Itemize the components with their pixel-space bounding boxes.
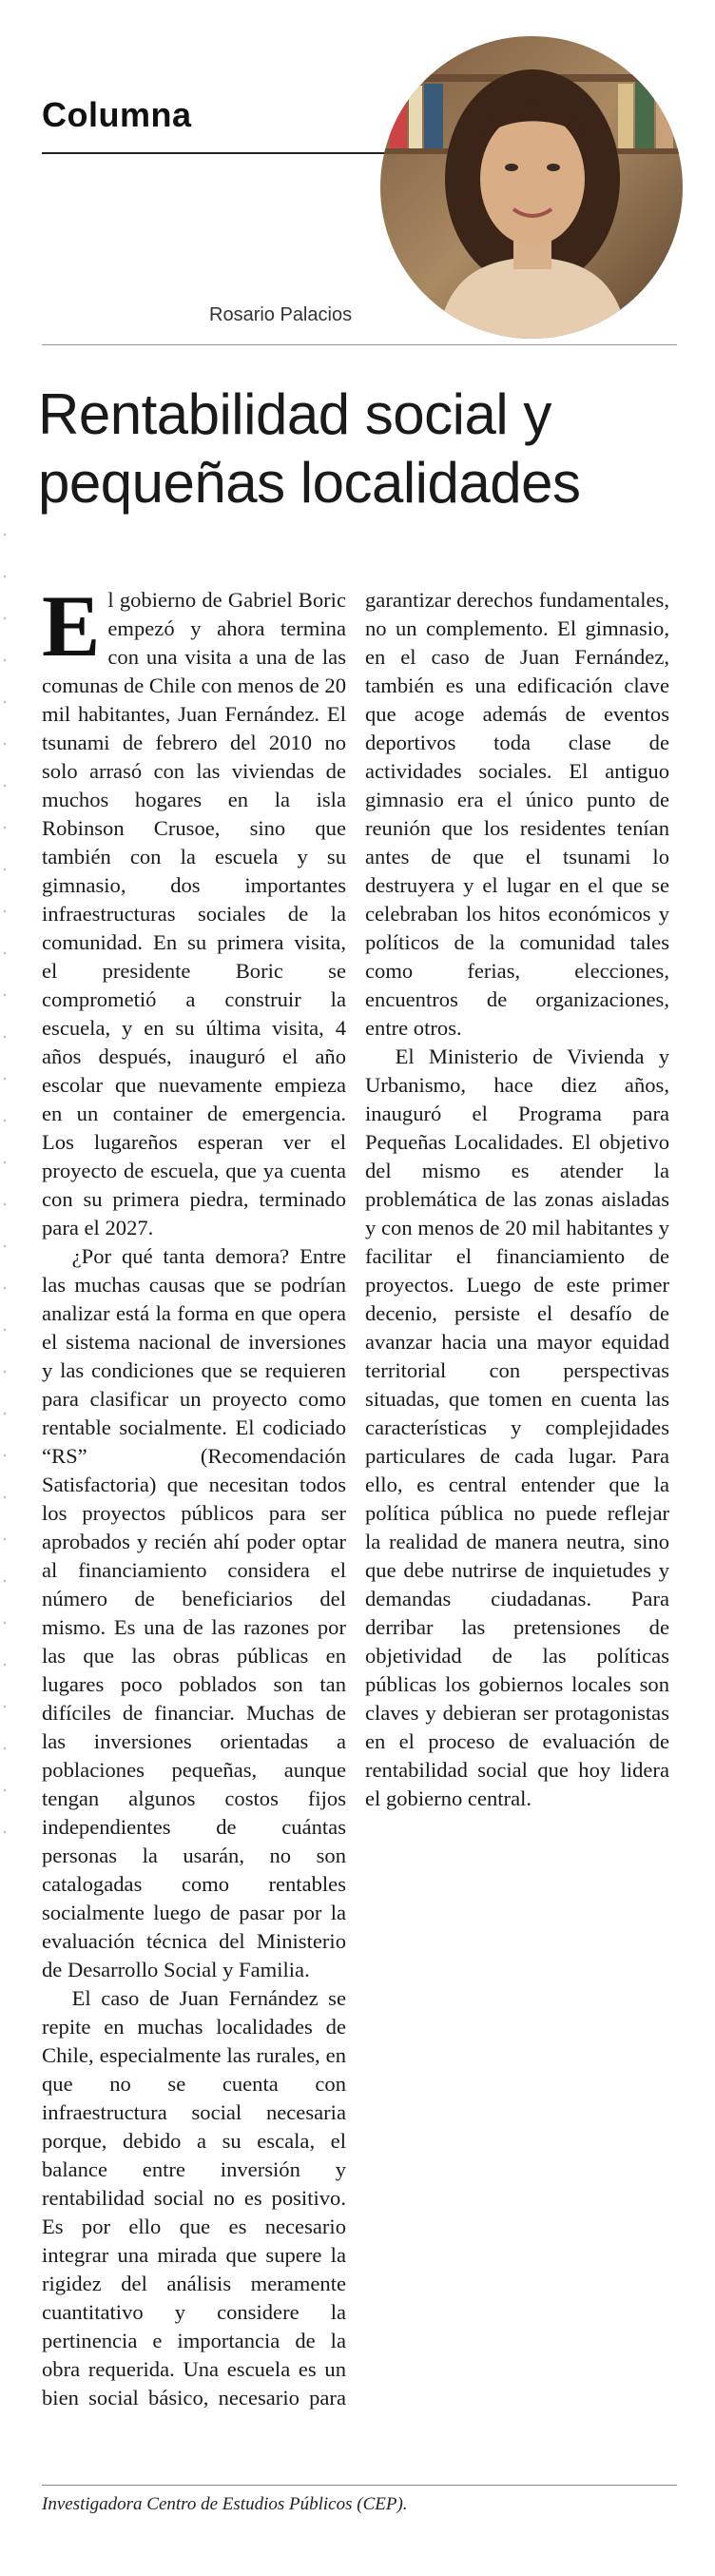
section-label: Columna (42, 95, 192, 134)
author-rule (42, 344, 677, 345)
section-rule (42, 152, 394, 154)
body-paragraph (42, 577, 347, 1242)
article-headline: Rentabilidad social y pequeñas localidades (38, 382, 581, 515)
body-paragraph: ¿Por qué tanta demora? Entre las muchas causas que se podrían analizar está la forma en que opera el sistema nacional de inversiones y las condiciones que se requieren para clasificar un proyecto como rentable socialmente. El codiciado “RS” (Recomendación Satisfactoria) que necesitan todos los proyectos públicos para ser aprobados y recién ahí poder optar al financiamiento considera el número de beneficiarios del mismo. Es una de las razones por las que las obras públicas en lugares poco poblados son tan difíciles de financiar. Muchas de las inversiones orientadas a poblaciones pequeñas, aunque tengan algunos costos fijos independientes de cuántas personas la usarán, no son catalogadas como rentables socialmente luego de pasar por la evaluación técnica del Ministerio de Desarrollo Social y Familia. (42, 1244, 346, 1981)
paragraph-text: l gobierno de Gabriel Boric empezó y ahora termina con una visita a una de las comunas de Chile con menos de 20 mil habitantes, Juan Fernández. El tsunami de febrero del 2010 no solo arrasó con las viviendas de muchos hogares en la isla Robinson Crusoe, sino que también con la escuela y su gimnasio, dos importantes infraestructuras sociales de la comunidad. En su primera visita, el presidente Boric se comprometió a construir la escuela, y en su última visita, 4 años después, inauguró el año escolar que nuevamente empieza en un container de emergencia. Los lugareños esperan ver el proyecto de escuela, que ya cuenta con su primera piedra, terminado para el 2027. (42, 588, 347, 1239)
author-portrait (380, 36, 683, 339)
page-edge-decoration (2, 514, 8, 1845)
body-paragraph: El Ministerio de Vivienda y Urbanismo, hace diez años, inauguró el Programa para Pequeñas Localidades. El objetivo del mismo es atender la problemática de las zonas aisladas y con menos de 20 mil habitantes y facilitar el financiamiento de proyectos. Luego de este primer decenio, persiste el desafío de avanzar hacia una mayor equidad territorial con perspectivas situadas, que tomen en cuenta las características y complejidades particulares de cada lugar. Para ello, es central entender que la política pública no puede reflejar la realidad de manera neutra, sino que debe nutrirse de inquietudes y demandas ciudadanas. Para derribar las pretensiones de objetividad de las políticas públicas los gobiernos locales son claves y debieran ser protagonistas en el proceso de evaluación de rentabilidad social que hoy lidera el gobierno central. (365, 1044, 669, 1810)
dropcap: E (42, 577, 101, 674)
author-footnote: Investigadora Centro de Estudios Públicos (CEP). (42, 2494, 408, 2514)
article-body (42, 577, 669, 2431)
body-paragraph: El caso de Juan Fernández se repite en muchas localidades de Chile, especialmente las rurales, en que no se cuenta con infraestructura social necesaria porque, debido a su escala, el balance entre inversión y rentabilidad social no es positivo. Es por ello que es necesario integrar una mirada que supere la rigidez del análisis meramente cuantitativo y considere la pertinencia e importancia de la obra requerida. Una escuela es un bien social básico, necesario para garantizar derechos fundamentales, no un complemento. El gimnasio, en el caso de Juan Fernández, también es una edificación clave que acoge además de eventos deportivos toda clase de actividades sociales. El antiguo gimnasio era el único punto de reunión que los residentes tenían antes de que el tsunami lo destruyera y el lugar en el que se celebraban los hitos económicos y políticos de la comunidad tales como ferias, elecciones, encuentros de organizaciones, entre otros. (42, 588, 669, 2410)
footer-rule (42, 2485, 677, 2486)
author-name: Rosario Palacios (209, 304, 353, 325)
